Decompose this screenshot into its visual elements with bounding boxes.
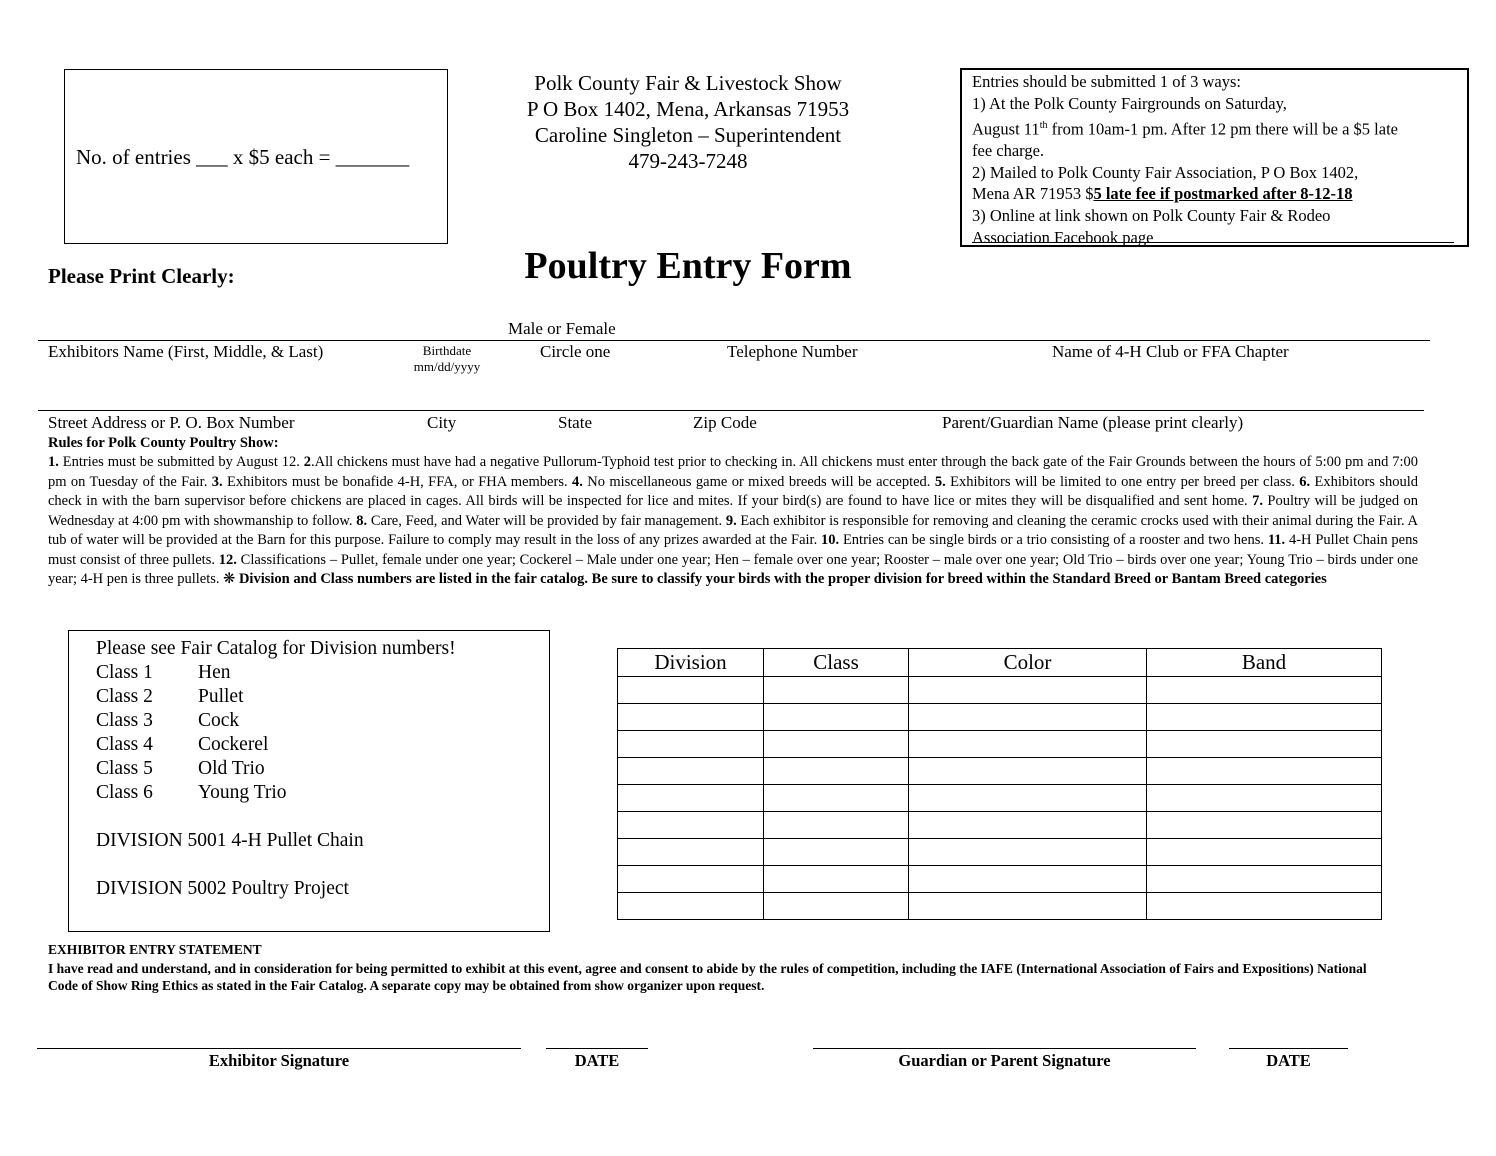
entry-table <box>617 648 1382 920</box>
late-fee-warning: 5 late fee if postmarked after 8-12-18 <box>1093 184 1353 204</box>
division-cell[interactable] <box>618 893 764 920</box>
street-address-label: Street Address or P. O. Box Number <box>48 413 295 432</box>
exhibitor-signature-line[interactable] <box>37 1048 521 1049</box>
class-row: Class 3 Cock <box>96 710 240 731</box>
table-header-row <box>618 649 1382 677</box>
club-label: Name of 4-H Club or FFA Chapter <box>1052 342 1289 361</box>
exhibitor-date-line[interactable] <box>546 1048 648 1049</box>
fair-name: Polk County Fair & Livestock Show <box>534 71 842 95</box>
class-cell[interactable] <box>764 866 909 893</box>
band-cell[interactable] <box>1147 812 1382 839</box>
rules-text: 1. Entries must be submitted by August 12. 2.All chickens must have had a negative Pullorum-Typhoid test prior to checking in. All chickens must enter through the back gate of the Fair Grounds between the hours of 5:00 pm and 7:00 pm on Tuesday of the Fair. 3. Exhibitors must be bonafide 4-H, FFA, or FHA members. 4. No miscellaneous game or mixed breeds will be accepted. 5. Exhibitors will be limited to one entry per breed per class. 6. Exhibitors should check in with the barn supervisor before chickens are placed in cages. All birds will be inspected for lice and mites. If your bird(s) are found to have lice or mites they will be disqualified and sent home. 7. Poultry will be judged on Wednesday at 4:00 pm with showmanship to follow. 8. Care, Feed, and Water will be provided by fair management. 9. Each exhibitor is responsible for removing and cleaning the ceramic crocks used with their animal during the Fair. A tub of water will be provided at the Barn for this purpose. Failure to comply may result in the loss of any prizes awarded at the Fair. 10. Entries can be single birds or a trio consisting of a rooster and two hens. 11. 4-H Pullet Chain pens must consist of three pullets. 12. Classifications – Pullet, female under one year; Cockerel – Male under one year; Hen – female over one year; Rooster – male over one year; Old Trio – birds over one year; Young Trio – birds under one year; 4-H pen is three pullets. ❋ Division and Class numbers are listed in the fair catalog. Be sure to classify your birds with the proper division for breed within the Standard Breed or Bantam Breed categories <box>48 454 1419 587</box>
table-row <box>618 812 1382 839</box>
table-row <box>618 758 1382 785</box>
submission-line: Entries should be submitted 1 of 3 ways: <box>972 72 1242 91</box>
submission-line: fee charge. <box>972 140 1045 160</box>
statement-heading: EXHIBITOR ENTRY STATEMENT <box>48 942 262 957</box>
division-cell[interactable] <box>618 839 764 866</box>
submission-line: 3) Online at link shown on Polk County Fair & Rodeo <box>972 206 1331 226</box>
submission-line: August 11th from 10am-1 pm. After 12 pm there will be a $5 late <box>972 119 1398 139</box>
division-5001: DIVISION 5001 4-H Pullet Chain <box>96 830 364 851</box>
note-mark-icon: ❋ <box>223 571 236 587</box>
table-row <box>618 866 1382 893</box>
class-row: Class 1 Hen <box>96 662 231 683</box>
table-row <box>618 677 1382 704</box>
guardian-date-line[interactable] <box>1229 1048 1348 1049</box>
male-female-label: Male or Female <box>508 319 616 338</box>
class-row: Class 6 Young Trio <box>96 782 287 803</box>
class-cell[interactable] <box>764 785 909 812</box>
color-cell[interactable] <box>909 731 1147 758</box>
division-5002: DIVISION 5002 Poultry Project <box>96 878 349 899</box>
col-class-header: Class <box>764 649 909 677</box>
entries-fee-line[interactable]: No. of entries ___ x $5 each = _______ <box>76 145 410 169</box>
rules-heading: Rules for Polk County Poultry Show: <box>48 435 279 451</box>
class-cell[interactable] <box>764 839 909 866</box>
birthdate-label: Birthdate mm/dd/yyyy <box>413 343 481 374</box>
class-cell[interactable] <box>764 677 909 704</box>
division-cell[interactable] <box>618 731 764 758</box>
page-title: Poultry Entry Form <box>524 245 852 287</box>
class-cell[interactable] <box>764 758 909 785</box>
division-cell[interactable] <box>618 785 764 812</box>
col-band-header: Band <box>1147 649 1382 677</box>
address-info-line[interactable] <box>38 410 1424 411</box>
band-cell[interactable] <box>1147 785 1382 812</box>
color-cell[interactable] <box>909 839 1147 866</box>
telephone-label: Telephone Number <box>727 342 858 361</box>
circle-one-label: Circle one <box>540 342 611 361</box>
fair-address: P O Box 1402, Mena, Arkansas 71953 <box>526 97 850 121</box>
submission-info <box>972 71 1467 249</box>
band-cell[interactable] <box>1147 704 1382 731</box>
class-cell[interactable] <box>764 812 909 839</box>
class-row: Class 5 Old Trio <box>96 758 265 779</box>
color-cell[interactable] <box>909 866 1147 893</box>
color-cell[interactable] <box>909 893 1147 920</box>
guardian-signature-label: Guardian or Parent Signature <box>898 1051 1111 1070</box>
divider <box>972 242 1454 243</box>
fair-header <box>488 70 888 174</box>
class-list <box>96 637 456 901</box>
guardian-date-label: DATE <box>1266 1051 1311 1070</box>
table-row <box>618 893 1382 920</box>
color-cell[interactable] <box>909 785 1147 812</box>
class-cell[interactable] <box>764 893 909 920</box>
band-cell[interactable] <box>1147 731 1382 758</box>
fair-superintendent: Caroline Singleton – Superintendent <box>534 123 842 147</box>
table-row <box>618 731 1382 758</box>
table-row <box>618 704 1382 731</box>
class-cell[interactable] <box>764 731 909 758</box>
band-cell[interactable] <box>1147 677 1382 704</box>
division-cell[interactable] <box>618 758 764 785</box>
fair-phone: 479-243-7248 <box>628 149 748 173</box>
guardian-name-label: Parent/Guardian Name (please print clearly) <box>942 413 1244 432</box>
color-cell[interactable] <box>909 812 1147 839</box>
col-color-header: Color <box>909 649 1147 677</box>
division-catalog-note: Please see Fair Catalog for Division numbers! <box>96 638 456 659</box>
division-cell[interactable] <box>618 677 764 704</box>
division-cell[interactable] <box>618 866 764 893</box>
state-label: State <box>558 413 592 432</box>
band-cell[interactable] <box>1147 893 1382 920</box>
class-cell[interactable] <box>764 704 909 731</box>
col-division-header: Division <box>618 649 764 677</box>
class-row: Class 2 Pullet <box>96 686 244 707</box>
zip-code-label: Zip Code <box>693 413 757 432</box>
submission-line: 1) At the Polk County Fairgrounds on Saturday, <box>972 93 1287 113</box>
exhibitor-info-line[interactable] <box>38 340 1430 341</box>
city-label: City <box>427 413 457 432</box>
color-cell[interactable] <box>909 677 1147 704</box>
division-cell[interactable] <box>618 704 764 731</box>
exhibitor-name-label: Exhibitors Name (First, Middle, & Last) <box>48 342 324 361</box>
exhibitor-date-label: DATE <box>574 1051 620 1070</box>
class-row: Class 4 Cockerel <box>96 734 269 755</box>
band-cell[interactable] <box>1147 839 1382 866</box>
submission-line: Mena AR 71953 $5 late fee if postmarked after 8-12-18 <box>972 184 1353 204</box>
color-cell[interactable] <box>909 704 1147 731</box>
statement-text: I have read and understand, and in consideration for being permitted to exhibit at this event, agree and consent to abide by the rules of competition, including the IAFE (International Association of Fairs and Expositions) National Code of Show Ring Ethics as stated in the Fair Catalog. A separate copy may be obtained from show organizer upon request. <box>48 961 1367 993</box>
band-cell[interactable] <box>1147 866 1382 893</box>
band-cell[interactable] <box>1147 758 1382 785</box>
guardian-signature-line[interactable] <box>813 1048 1196 1049</box>
division-cell[interactable] <box>618 812 764 839</box>
submission-line: 2) Mailed to Polk County Fair Association, P O Box 1402, <box>972 162 1359 182</box>
color-cell[interactable] <box>909 758 1147 785</box>
print-instruction: Please Print Clearly: <box>48 264 235 288</box>
submission-line: Association Facebook page <box>972 228 1154 248</box>
table-row <box>618 785 1382 812</box>
table-row <box>618 839 1382 866</box>
exhibitor-signature-label: Exhibitor Signature <box>208 1051 350 1070</box>
